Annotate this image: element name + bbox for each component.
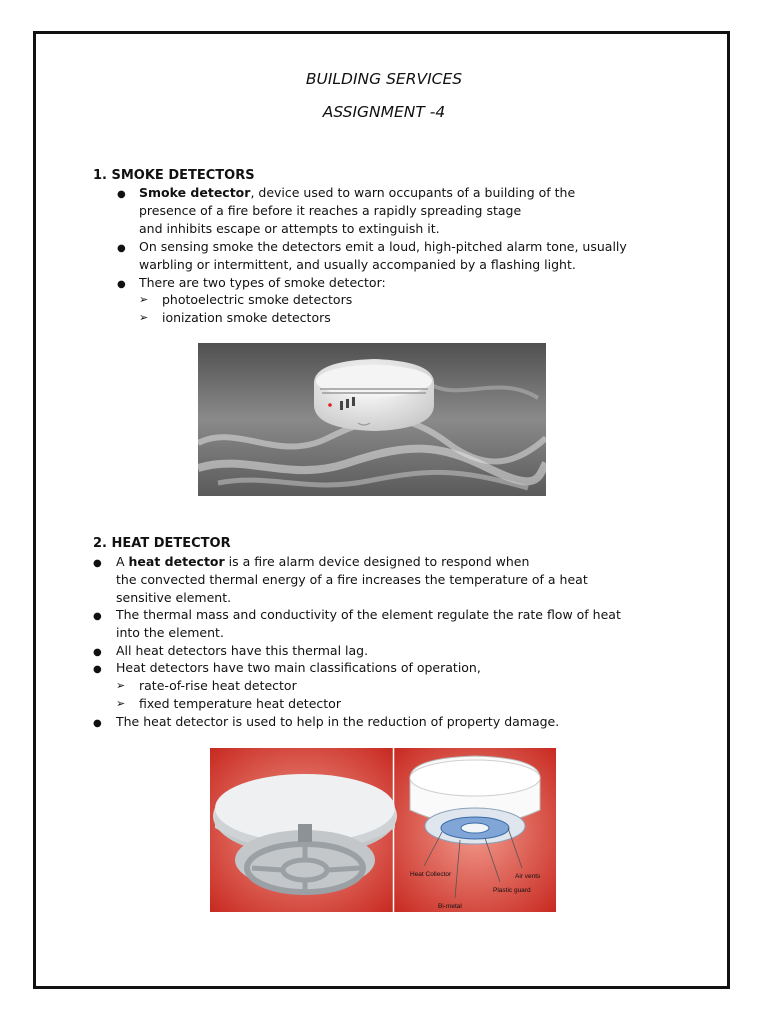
label-plastic-guard: Plastic guard bbox=[493, 887, 531, 894]
smoke-detector-photo bbox=[198, 343, 546, 496]
smoke-type-photoelectric: photoelectric smoke detectors bbox=[162, 292, 353, 307]
bullet-icon: ● bbox=[117, 279, 126, 290]
label-air-vents: Air vents bbox=[515, 873, 541, 880]
label-heat-collector: Heat Collector bbox=[410, 871, 452, 878]
heat-bullet-3: All heat detectors have this thermal lag. bbox=[116, 643, 369, 658]
heat-bullet-1-line-1: A heat detector is a fire alarm device designed to respond when bbox=[116, 554, 530, 569]
smoke-bullet-1-line-3: and inhibits escape or attempts to extinguish it. bbox=[139, 221, 440, 236]
heat-bullet-5: The heat detector is used to help in the reduction of property damage. bbox=[116, 714, 560, 729]
label-bi-metal: Bi-metal bbox=[438, 903, 462, 910]
heat-bullet-4: Heat detectors have two main classifications of operation, bbox=[116, 660, 481, 675]
arrow-bullet-icon: ➢ bbox=[139, 293, 149, 306]
heat-bullet-2-line-1: The thermal mass and conductivity of the element regulate the rate flow of heat bbox=[116, 607, 621, 622]
bullet-icon: ● bbox=[93, 558, 102, 569]
bullet-icon: ● bbox=[93, 647, 102, 658]
bullet-icon: ● bbox=[93, 664, 102, 675]
heat-detector-term: heat detector bbox=[128, 554, 225, 569]
section-heading-heat-detector: 2. HEAT DETECTOR bbox=[93, 536, 231, 551]
smoke-bullet-1-line-2: presence of a fire before it reaches a rapidly spreading stage bbox=[139, 203, 522, 218]
arrow-bullet-icon: ➢ bbox=[139, 311, 149, 324]
document-subtitle: ASSIGNMENT -4 bbox=[322, 103, 446, 121]
bullet-icon: ● bbox=[117, 243, 126, 254]
bullet-icon: ● bbox=[117, 189, 126, 200]
heat-bullet-1-line-2: the convected thermal energy of a fire increases the temperature of a heat bbox=[116, 572, 588, 587]
heat-detector-photo bbox=[210, 748, 556, 912]
arrow-bullet-icon: ➢ bbox=[116, 679, 126, 692]
smoke-type-ionization: ionization smoke detectors bbox=[162, 310, 331, 325]
bullet-icon: ● bbox=[93, 718, 102, 729]
heat-type-fixed-temperature: fixed temperature heat detector bbox=[139, 696, 341, 711]
heat-bullet-1-line-3: sensitive element. bbox=[116, 590, 232, 605]
smoke-bullet-1-line-1: Smoke detector, device used to warn occupants of a building of the bbox=[139, 185, 576, 200]
document-title: BUILDING SERVICES bbox=[305, 70, 463, 88]
smoke-detector-term: Smoke detector bbox=[139, 185, 251, 200]
smoke-bullet-3: There are two types of smoke detector: bbox=[139, 275, 386, 290]
bullet-icon: ● bbox=[93, 611, 102, 622]
smoke-bullet-2-line-1: On sensing smoke the detectors emit a loud, high-pitched alarm tone, usually bbox=[139, 239, 627, 254]
heat-type-rate-of-rise: rate-of-rise heat detector bbox=[139, 678, 297, 693]
section-heading-smoke-detectors: 1. SMOKE DETECTORS bbox=[93, 168, 255, 183]
arrow-bullet-icon: ➢ bbox=[116, 697, 126, 710]
heat-bullet-2-line-2: into the element. bbox=[116, 625, 224, 640]
smoke-bullet-2-line-2: warbling or intermittent, and usually accompanied by a flashing light. bbox=[139, 257, 576, 272]
